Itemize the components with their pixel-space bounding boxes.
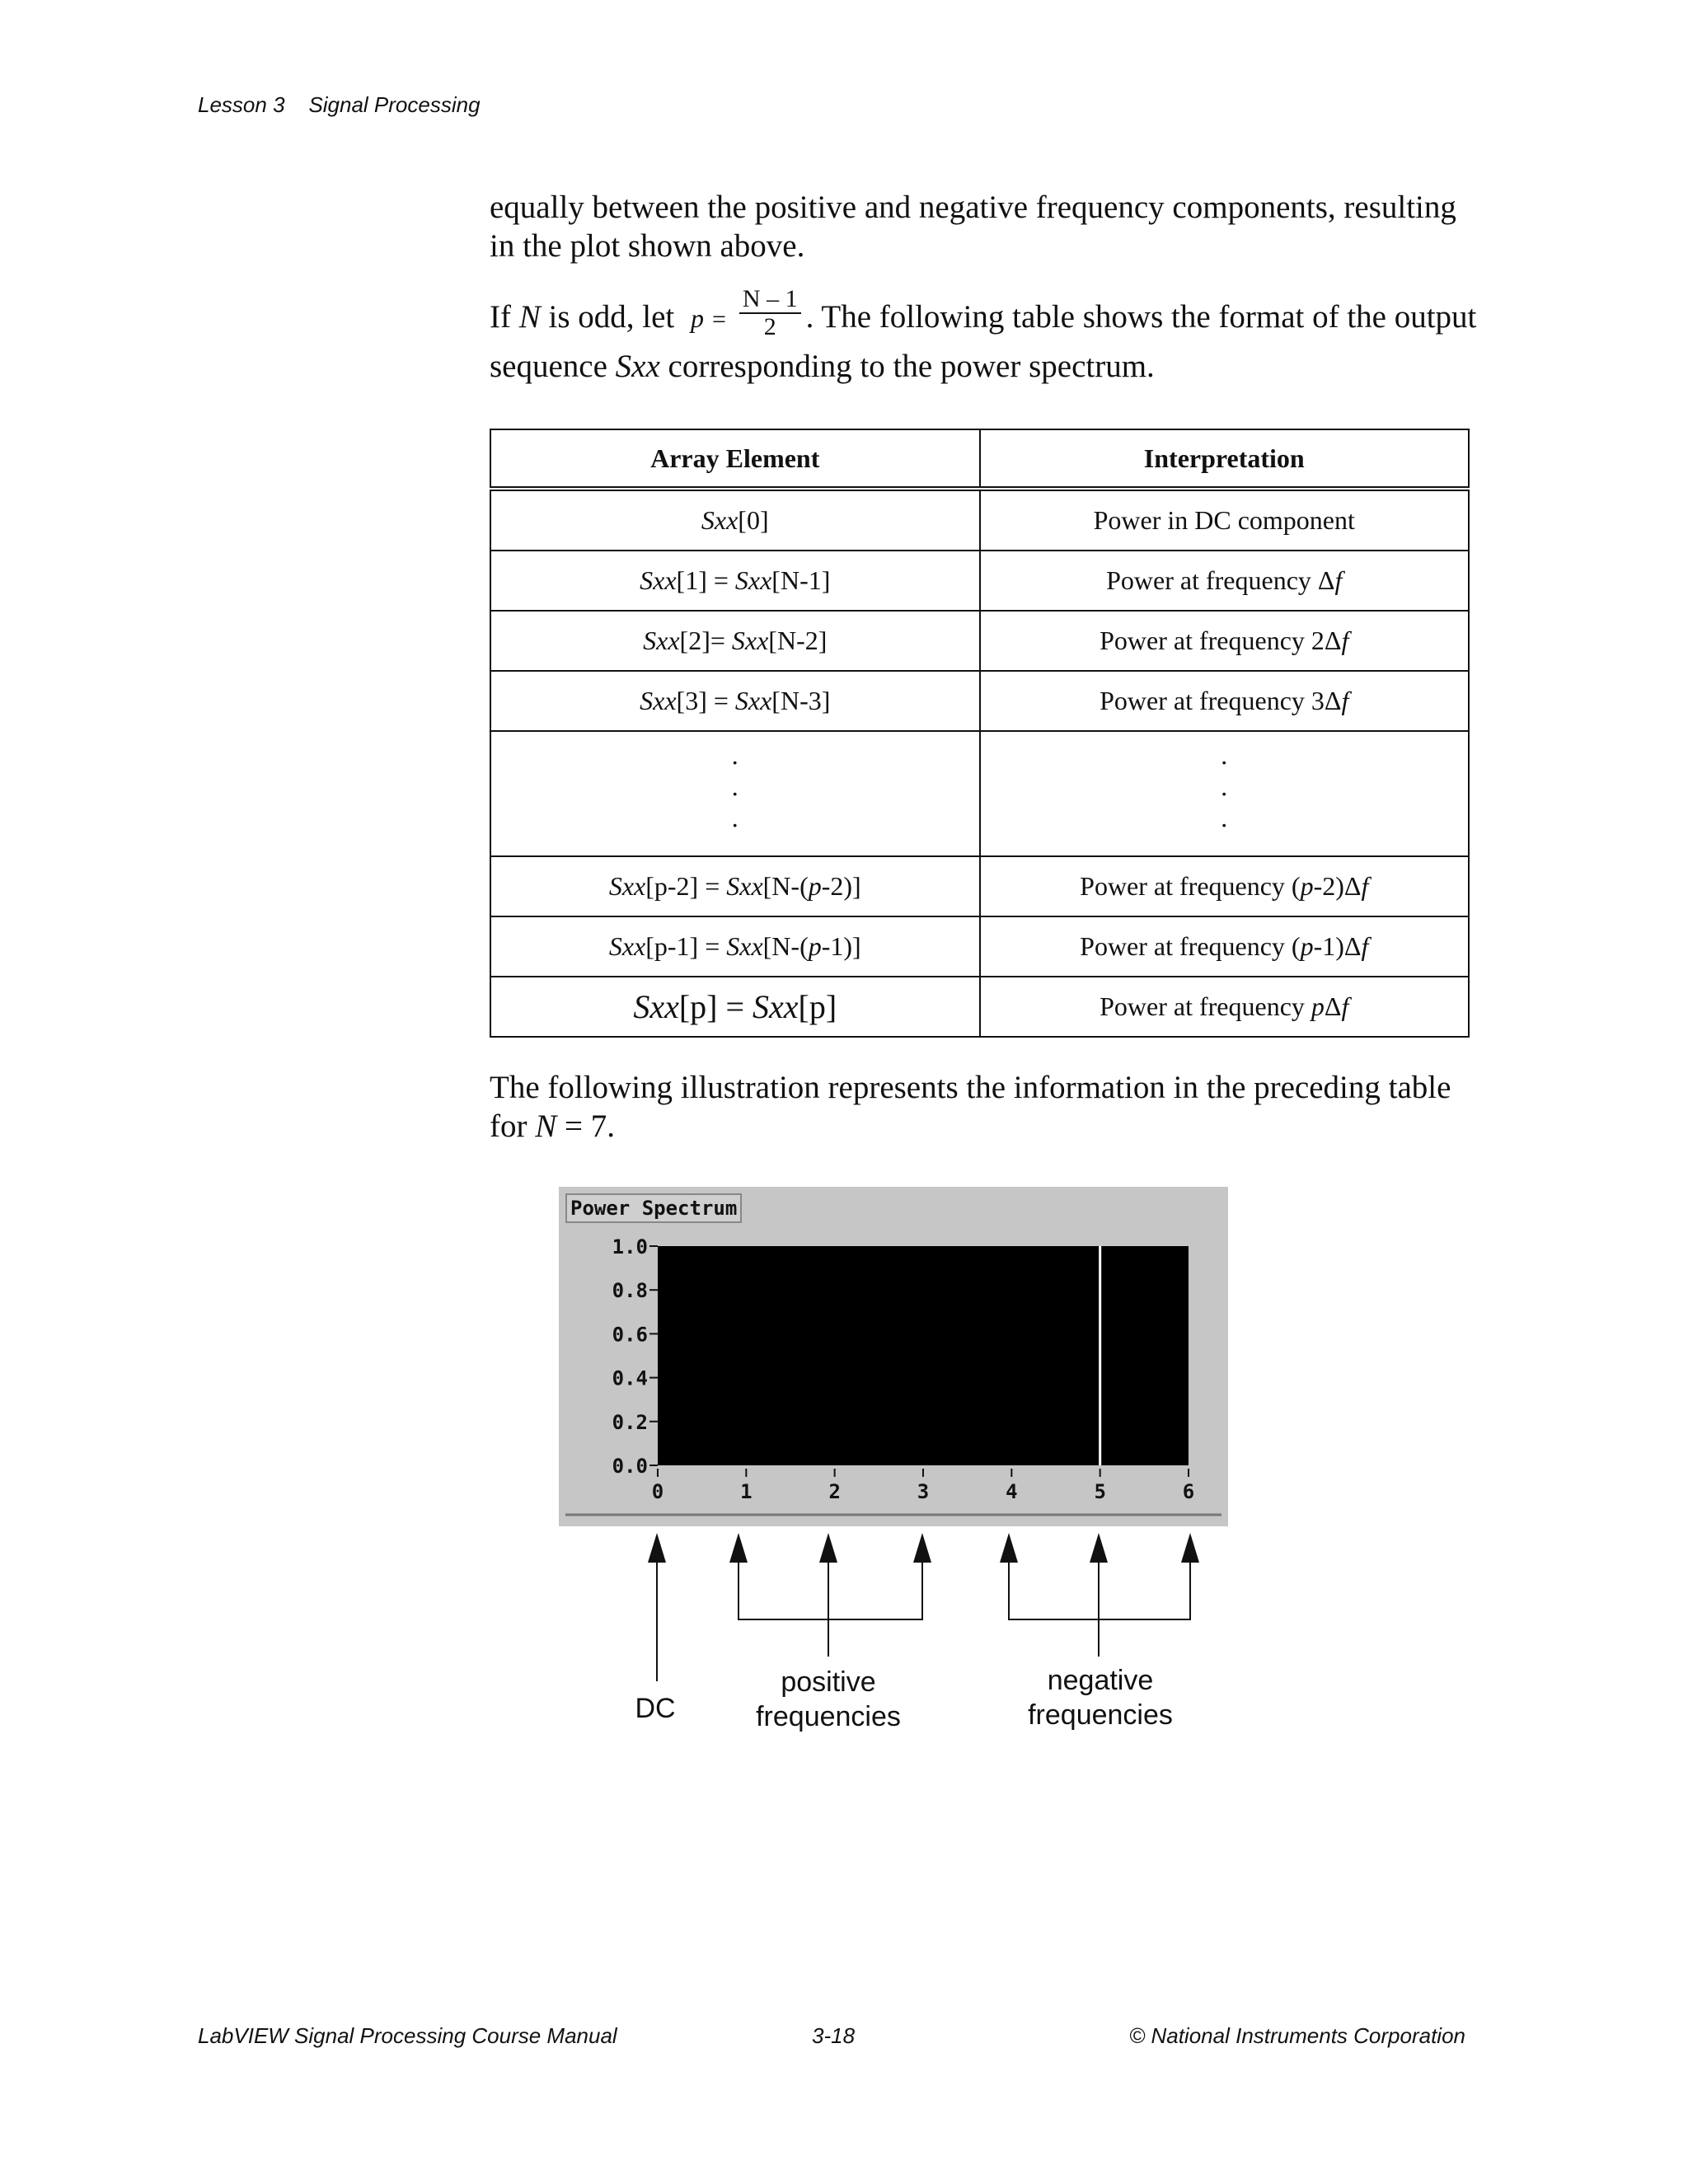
spectrum-bar — [1100, 1246, 1189, 1465]
y-tick-label: 0.2 — [612, 1410, 648, 1434]
arrow-head — [1000, 1533, 1018, 1563]
spectrum-bar — [1011, 1246, 1100, 1465]
cell-interpretation: Power at frequency pΔf — [980, 977, 1470, 1037]
cell-array-element: Sxx[1] = Sxx[N-1] — [490, 551, 980, 611]
y-tick-label: 0.4 — [612, 1366, 648, 1390]
bracket-negative — [1009, 1563, 1190, 1619]
var-n: N — [535, 1108, 557, 1144]
cell-array-element: Sxx[3] = Sxx[N-3] — [490, 671, 980, 731]
text-fragment: If — [490, 298, 519, 335]
header-section: Signal Processing — [308, 92, 481, 117]
spectrum-bar — [923, 1246, 1011, 1465]
cell-array-element: Sxx[p] = Sxx[p] — [490, 977, 980, 1037]
sxx-format-table — [490, 429, 1470, 1038]
var-n: N — [518, 298, 541, 335]
table-row — [490, 731, 1469, 856]
x-tick-label: 6 — [1182, 1480, 1195, 1503]
y-tick-label: 0.6 — [612, 1323, 648, 1347]
spectrum-bar — [658, 1246, 746, 1465]
footer-page-number: 3-18 — [812, 2023, 856, 2048]
footer-manual-title: LabVIEW Signal Processing Course Manual — [198, 2023, 617, 2048]
cell-array-element: Sxx[p-2] = Sxx[N-(p-2)] — [490, 856, 980, 916]
equals-sign: = — [712, 305, 726, 333]
arrow-head — [913, 1533, 931, 1563]
spectrum-bar — [835, 1246, 923, 1465]
x-tick-label: 0 — [651, 1480, 664, 1503]
chart-canvas — [559, 1187, 1228, 1526]
text-fragment: . The following table shows the format of the output sequence — [490, 298, 1477, 384]
header-interpretation: Interpretation — [980, 429, 1470, 489]
bracket-positive — [738, 1563, 922, 1619]
cell-array-element: Sxx[p-1] = Sxx[N-(p-1)] — [490, 916, 980, 977]
text-fragment: is odd, let — [540, 298, 682, 335]
cell-array-element: Sxx[2]= Sxx[N-2] — [490, 611, 980, 671]
power-spectrum-graph — [559, 1187, 1228, 1526]
cell-interpretation: · · · — [980, 731, 1470, 856]
table-header-row — [490, 429, 1469, 489]
text-fragment: = 7. — [556, 1108, 615, 1144]
y-tick-label: 0.8 — [612, 1279, 648, 1303]
y-tick-label: 1.0 — [612, 1235, 648, 1258]
paragraph-intro: equally between the positive and negative frequency components, resulting in the plot shown above. — [490, 190, 1456, 264]
cell-interpretation: Power at frequency (p-2)Δf — [980, 856, 1470, 916]
var-sxx: Sxx — [615, 349, 660, 384]
header-lesson: Lesson 3 — [198, 92, 285, 117]
paragraph-illustration — [490, 1068, 1479, 1146]
x-tick-label: 5 — [1094, 1480, 1106, 1503]
cell-interpretation: Power at frequency Δf — [980, 551, 1470, 611]
label-dc: DC — [635, 1693, 676, 1724]
arrow-head — [1090, 1533, 1108, 1563]
arrow-head — [729, 1533, 748, 1563]
x-tick-label: 1 — [740, 1480, 753, 1503]
text-fragment: The following illustration represents the information in the preceding table for — [490, 1070, 1451, 1144]
cell-interpretation: Power in DC component — [980, 489, 1470, 551]
arrow-head — [1181, 1533, 1199, 1563]
table-row — [490, 916, 1469, 977]
chart-title: Power Spectrum — [565, 1193, 742, 1223]
x-tick-label: 3 — [917, 1480, 930, 1503]
table-row — [490, 551, 1469, 611]
fraction — [739, 286, 801, 340]
label-positive-frequencies: positive frequencies — [756, 1666, 901, 1732]
fraction-denominator: 2 — [763, 313, 776, 340]
x-tick-label: 2 — [828, 1480, 841, 1503]
text-fragment: corresponding to the power spectrum. — [659, 349, 1155, 384]
table-row — [490, 977, 1469, 1037]
spectrum-bar — [746, 1246, 834, 1465]
cell-interpretation: Power at frequency 3Δf — [980, 671, 1470, 731]
y-tick-label: 0.0 — [612, 1455, 648, 1478]
cell-interpretation: Power at frequency (p-1)Δf — [980, 916, 1470, 977]
cell-array-element: Sxx[0] — [490, 489, 980, 551]
table-row — [490, 856, 1469, 916]
paragraph-odd-n — [490, 285, 1479, 386]
label-negative-frequencies: negative frequencies — [1028, 1665, 1173, 1731]
table-row — [490, 611, 1469, 671]
table-row — [490, 489, 1469, 551]
fraction-numerator: N – 1 — [739, 286, 801, 314]
table-row — [490, 671, 1469, 731]
x-tick-label: 4 — [1006, 1480, 1018, 1503]
cell-array-element: · · · — [490, 731, 980, 856]
arrow-head — [648, 1533, 666, 1563]
var-p: p — [691, 302, 704, 333]
footer-copyright: © National Instruments Corporation — [1129, 2023, 1465, 2048]
running-header — [198, 92, 481, 118]
header-array-element: Array Element — [490, 429, 980, 489]
cell-interpretation: Power at frequency 2Δf — [980, 611, 1470, 671]
arrow-head — [819, 1533, 837, 1563]
